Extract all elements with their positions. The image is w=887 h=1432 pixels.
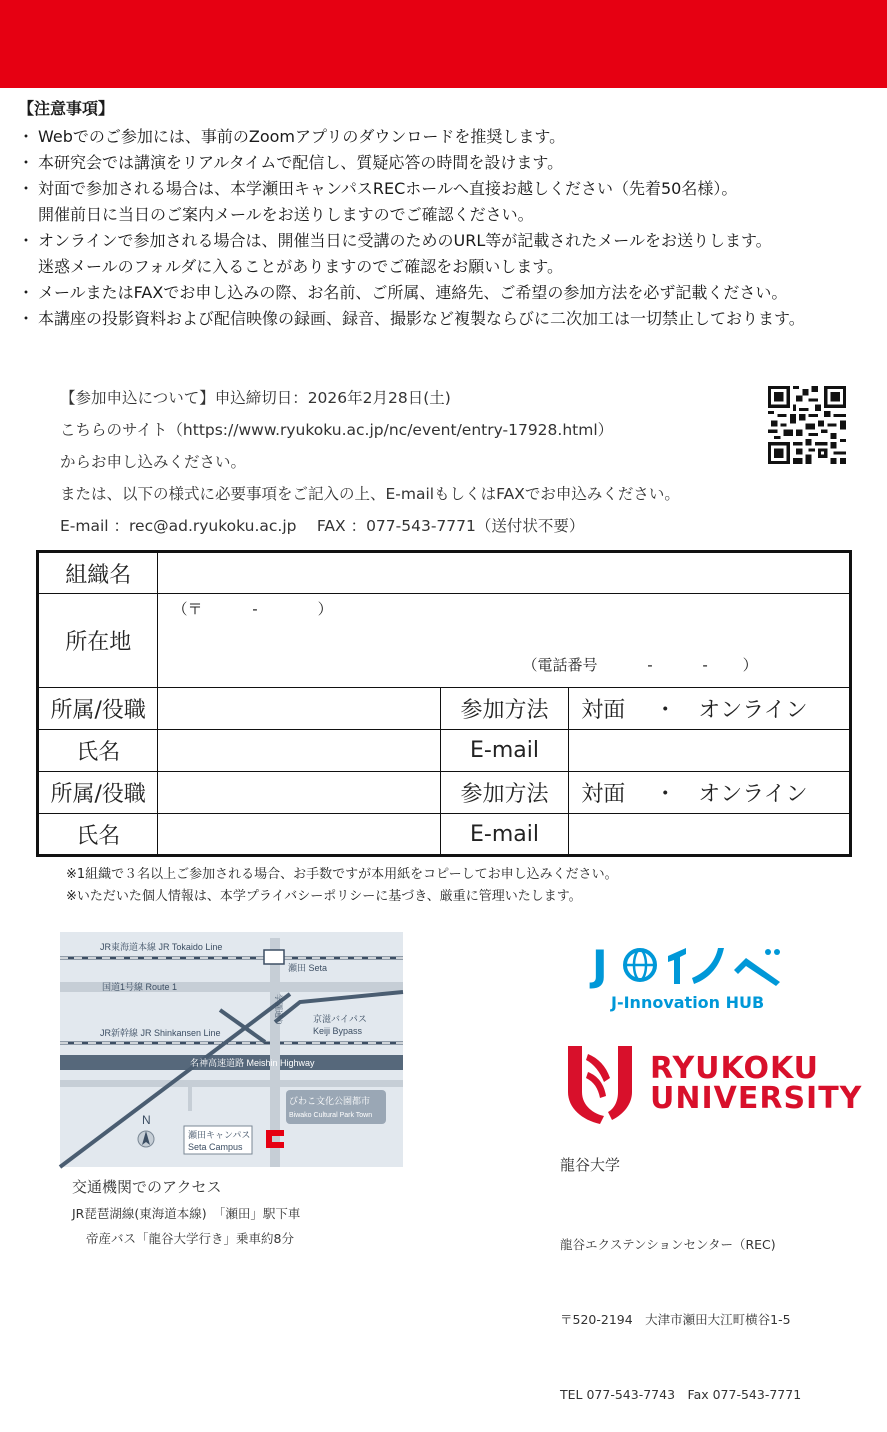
map-label-gakuen: 学園通り — [274, 994, 283, 1026]
ryukoku-emblem-icon — [564, 1044, 636, 1126]
note-item: ・ 本研究会では講演をリアルタイムで配信し、質疑応答の時間を設けます。 — [20, 150, 882, 176]
map-label-keiji: 京滋バイパス — [313, 1014, 367, 1024]
application-form-table — [36, 550, 852, 857]
affiliation-label: 所属/役職 — [38, 772, 158, 814]
footnote: ※いただいた個人情報は、本学プライバシーポリシーに基づき、厳重に管理いたします。 — [66, 889, 582, 904]
j-innovation-logo — [590, 940, 790, 990]
affiliation-field[interactable] — [158, 772, 440, 814]
ryukoku-wordmark — [650, 1051, 863, 1116]
map-label-meishin: 名神高速道路 Meishin Highway — [190, 1058, 315, 1068]
application-or-form: または、以下の様式に必要事項をご記入の上、E-mailもしくはFAXでお申込みください。 — [60, 485, 680, 503]
postal-code-field: （〒 - ） — [172, 600, 333, 618]
name-field[interactable] — [158, 814, 440, 856]
map-label-shinkansen: JR新幹線 JR Shinkansen Line — [100, 1028, 221, 1038]
email-field[interactable] — [569, 730, 851, 772]
affiliation-label: 所属/役職 — [38, 688, 158, 730]
map-label-biwako-en: Biwako Cultural Park Town — [289, 1112, 373, 1119]
university-contact — [560, 1182, 801, 1432]
method-label: 参加方法 — [440, 772, 569, 814]
application-from-site: からお申し込みください。 — [60, 453, 247, 471]
map-label-route1: 国道1号線 Route 1 — [102, 982, 178, 992]
address-field[interactable] — [158, 594, 851, 688]
extension-center: 龍谷エクステンションセンター（REC) — [560, 1237, 776, 1252]
university-address: 〒520-2194 大津市瀬田大江町横谷1-5 — [560, 1312, 791, 1327]
header-red-bar — [0, 0, 887, 88]
map-label-biwako: びわこ文化公園都市 — [289, 1096, 371, 1106]
footnotes — [66, 864, 618, 908]
application-heading: 【参加申込について】申込締切日：2026年2月28日(土) — [60, 389, 451, 407]
name-label: 氏名 — [38, 814, 158, 856]
name-field[interactable] — [158, 730, 440, 772]
org-field[interactable] — [158, 552, 851, 594]
footnote: ※1組織で３名以上ご参加される場合、お手数ですが本用紙をコピーしてお申し込みください。 — [66, 867, 618, 882]
notes-title: 【注意事項】 — [18, 99, 115, 118]
map-label-keiji-en: Keiji Bypass — [313, 1026, 363, 1036]
note-item: ・ オンラインで参加される場合は、開催当日に受講のためのURL等が記載されたメールをお送りします。 迷惑メールのフォルダに入ることがありますのでご確認をお願いします。 — [20, 228, 882, 280]
phone-field: （電話番号 - - ） — [522, 656, 758, 674]
svg-text:J: J — [592, 941, 608, 990]
j-innovation-subtitle: J-Innovation HUB — [611, 993, 765, 1012]
notes-list — [20, 124, 882, 332]
access-line1: JR琵琶湖線(東海道本線) 「瀬田」駅下車 — [72, 1206, 301, 1221]
application-site-link[interactable]: こちらのサイト（https://www.ryukoku.ac.jp/nc/event/entry-17928.html） — [60, 421, 614, 439]
method-label: 参加方法 — [440, 688, 569, 730]
university-name: 龍谷大学 — [560, 1156, 621, 1174]
method-options[interactable]: 対面 ・ オンライン — [569, 688, 851, 730]
ryukoku-wordmark-line1: RYUKOKU — [650, 1051, 820, 1086]
note-item: ・ 本講座の投影資料および配信映像の録画、録音、撮影など複製ならびに二次加工は一切禁止しております。 — [20, 306, 882, 332]
note-item: ・ メールまたはFAXでお申し込みの際、お名前、ご所属、連絡先、ご希望の参加方法を必ず記載ください。 — [20, 280, 882, 306]
email-label: E-mail — [440, 730, 569, 772]
org-label: 組織名 — [38, 552, 158, 594]
name-label: 氏名 — [38, 730, 158, 772]
access-line2: 帝産バス「龍谷大学行き」乗車約8分 — [86, 1231, 294, 1246]
map-label-north: N — [142, 1113, 151, 1127]
map-label-campus: 瀬田キャンパス — [188, 1130, 251, 1140]
qr-code-icon[interactable] — [768, 386, 846, 464]
map-label-tokaido: JR東海道本線 JR Tokaido Line — [100, 942, 223, 952]
email-label: E-mail — [440, 814, 569, 856]
university-tel-fax: TEL 077-543-7743 Fax 077-543-7771 — [560, 1387, 802, 1402]
method-options[interactable]: 対面 ・ オンライン — [569, 772, 851, 814]
note-item: ・ Webでのご参加には、事前のZoomアプリのダウンロードを推奨します。 — [20, 124, 882, 150]
application-contact: E-mail ：rec@ad.ryukoku.ac.jp FAX ：077-543-7771（送付状不要） — [60, 517, 585, 535]
address-label: 所在地 — [38, 594, 158, 688]
note-item: ・ 対面で参加される場合は、本学瀬田キャンパスRECホールへ直接お越しください（先着50名様）。 開催前日に当日のご案内メールをお送りしますのでご確認ください。 — [20, 176, 882, 228]
ryukoku-wordmark-line2: UNIVERSITY — [650, 1081, 863, 1116]
map-label-seta: 瀬田 Seta — [288, 963, 328, 973]
globe-icon — [625, 950, 655, 980]
access-map — [60, 932, 403, 1167]
access-title: 交通機関でのアクセス — [72, 1178, 222, 1196]
email-field[interactable] — [569, 814, 851, 856]
affiliation-field[interactable] — [158, 688, 440, 730]
application-info — [60, 382, 780, 542]
map-label-campus-en: Seta Campus — [188, 1142, 243, 1152]
